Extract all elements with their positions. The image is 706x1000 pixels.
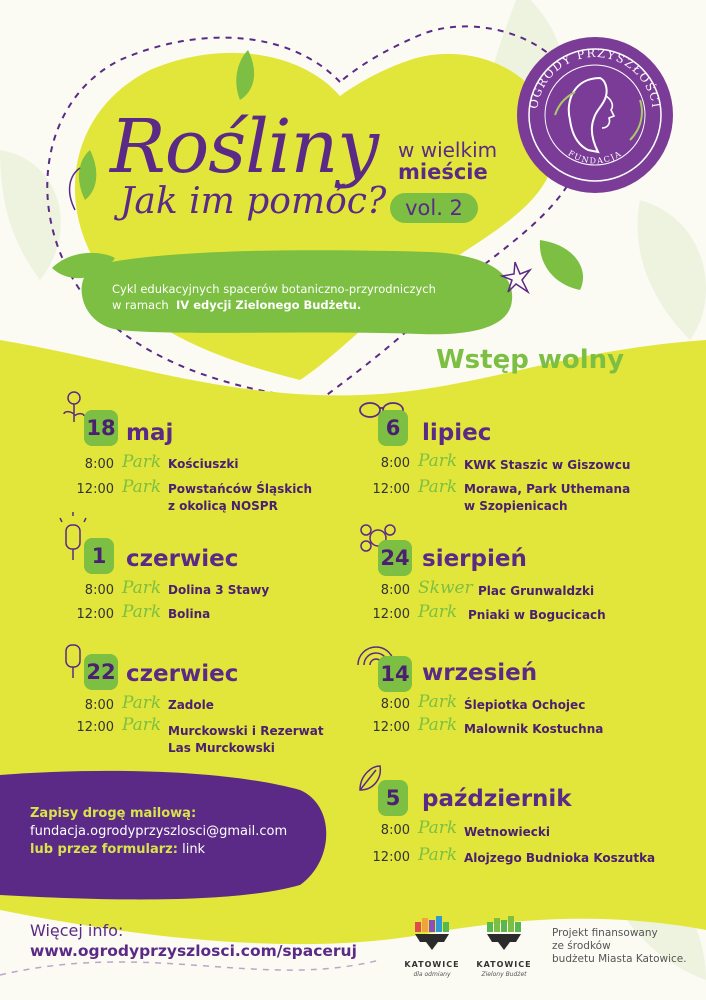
volume-badge: vol. 2 <box>390 193 478 223</box>
title-city-line2: mieście <box>398 160 488 184</box>
time: 8:00 <box>380 456 410 471</box>
title-main: Rośliny <box>110 104 379 190</box>
place-type: Park <box>122 578 162 598</box>
month-october: październik <box>422 786 572 812</box>
time: 8:00 <box>84 698 114 713</box>
time: 12:00 <box>372 482 410 497</box>
place-name: Morawa, Park Uthemana <box>464 482 631 496</box>
intro-line2 <box>112 297 492 313</box>
logo-ring-text: OGRODY PRZYSZŁOŚCI <box>526 45 664 110</box>
date-badge-august: 24 <box>378 540 412 576</box>
place-type: Park <box>418 602 458 622</box>
month-june1: czerwiec <box>126 546 239 572</box>
place-name: Kościuszki <box>168 457 239 471</box>
place-type: Park <box>122 715 162 735</box>
time: 12:00 <box>76 607 114 622</box>
funding-line1: Projekt finansowany <box>552 927 658 939</box>
partner-tagline: dla odmiany <box>413 971 451 978</box>
time: 12:00 <box>76 482 114 497</box>
date-badge-may: 18 <box>84 410 118 446</box>
place-type: Park <box>122 602 162 622</box>
signup-heading: Zapisy drogę mailową: <box>30 806 197 821</box>
place-name-line2: Las Murckowski <box>168 741 275 755</box>
time: 8:00 <box>84 583 114 598</box>
logo-bottom-text: FUNDACJA <box>566 148 624 166</box>
place-name: Pniaki w Bogucicach <box>468 608 606 622</box>
place-name: Malownik Kostuchna <box>464 722 604 736</box>
free-entry-label: Wstęp wolny <box>436 345 625 375</box>
time: 12:00 <box>76 720 114 735</box>
partner-tagline: Zielony Budżet <box>481 971 527 978</box>
time: 8:00 <box>380 697 410 712</box>
intro-line1: Cykl edukacyjnych spacerów botaniczno-przyrodniczych <box>112 282 436 296</box>
place-type: Park <box>418 451 458 471</box>
time: 8:00 <box>380 823 410 838</box>
signup-email[interactable]: fundacja.ogrodyprzyszlosci@gmail.com <box>30 824 288 839</box>
time: 8:00 <box>84 457 114 472</box>
date-badge-june22: 22 <box>84 654 118 690</box>
time: 12:00 <box>372 850 410 865</box>
time: 12:00 <box>372 720 410 735</box>
more-info-label: Więcej info: <box>30 921 124 940</box>
month-august: sierpień <box>422 546 527 572</box>
date-badge-july: 6 <box>378 410 408 446</box>
more-info-url[interactable]: www.ogrodyprzyszlosci.com/spaceruj <box>30 942 357 960</box>
month-september: wrzesień <box>422 660 538 686</box>
place-type: Park <box>418 818 458 838</box>
place-type: Park <box>122 693 162 713</box>
date-badge-june1: 1 <box>84 538 114 574</box>
place-name: KWK Staszic w Giszowcu <box>464 458 631 472</box>
place-type: Skwer <box>418 578 473 598</box>
place-name-line2: w Szopienicach <box>464 499 568 513</box>
intro-line2-bold: IV edycji Zielonego Budżetu. <box>176 298 362 312</box>
place-name: Wetnowiecki <box>464 825 551 839</box>
place-type: Park <box>418 845 458 865</box>
date-badge-october: 5 <box>378 780 408 816</box>
place-name: Zadole <box>168 698 214 712</box>
date-badge-september: 14 <box>378 656 412 692</box>
title-subtitle: Jak im pomóc? <box>120 181 387 222</box>
place-type: Park <box>122 477 162 497</box>
time: 8:00 <box>380 583 410 598</box>
title-city-line1: w wielkim <box>398 138 498 162</box>
place-name: Murckowski i Rezerwat <box>168 724 324 738</box>
place-name: Alojzego Budnioka Koszutka <box>464 851 656 865</box>
signup-box <box>30 805 330 859</box>
intro-line2-prefix: w ramach <box>112 298 169 312</box>
place-name: Dolina 3 Stawy <box>168 583 270 597</box>
signup-form-label: lub przez formularz: <box>30 842 178 857</box>
place-name-line2: z okolicą NOSPR <box>168 499 278 513</box>
place-name: Bolina <box>168 607 211 621</box>
place-type: Park <box>418 477 458 497</box>
place-type: Park <box>122 452 162 472</box>
month-june22: czerwiec <box>126 661 239 687</box>
partner-name: KATOWICE <box>404 960 460 969</box>
place-name: Ślepiotka Ochojec <box>464 698 586 712</box>
funding-line2: ze środków <box>552 940 611 952</box>
place-name: Plac Grunwaldzki <box>478 584 595 598</box>
place-type: Park <box>418 715 458 735</box>
funding-note <box>552 927 702 966</box>
month-july: lipiec <box>422 420 492 446</box>
place-type: Park <box>418 692 458 712</box>
place-name: Powstańców Śląskich <box>168 482 313 496</box>
partner-name: KATOWICE <box>476 960 532 969</box>
funding-line3: budżetu Miasta Katowice. <box>552 953 687 965</box>
time: 12:00 <box>372 607 410 622</box>
signup-form-link[interactable]: link <box>182 842 206 857</box>
intro-text <box>112 281 492 313</box>
month-may: maj <box>126 420 174 446</box>
